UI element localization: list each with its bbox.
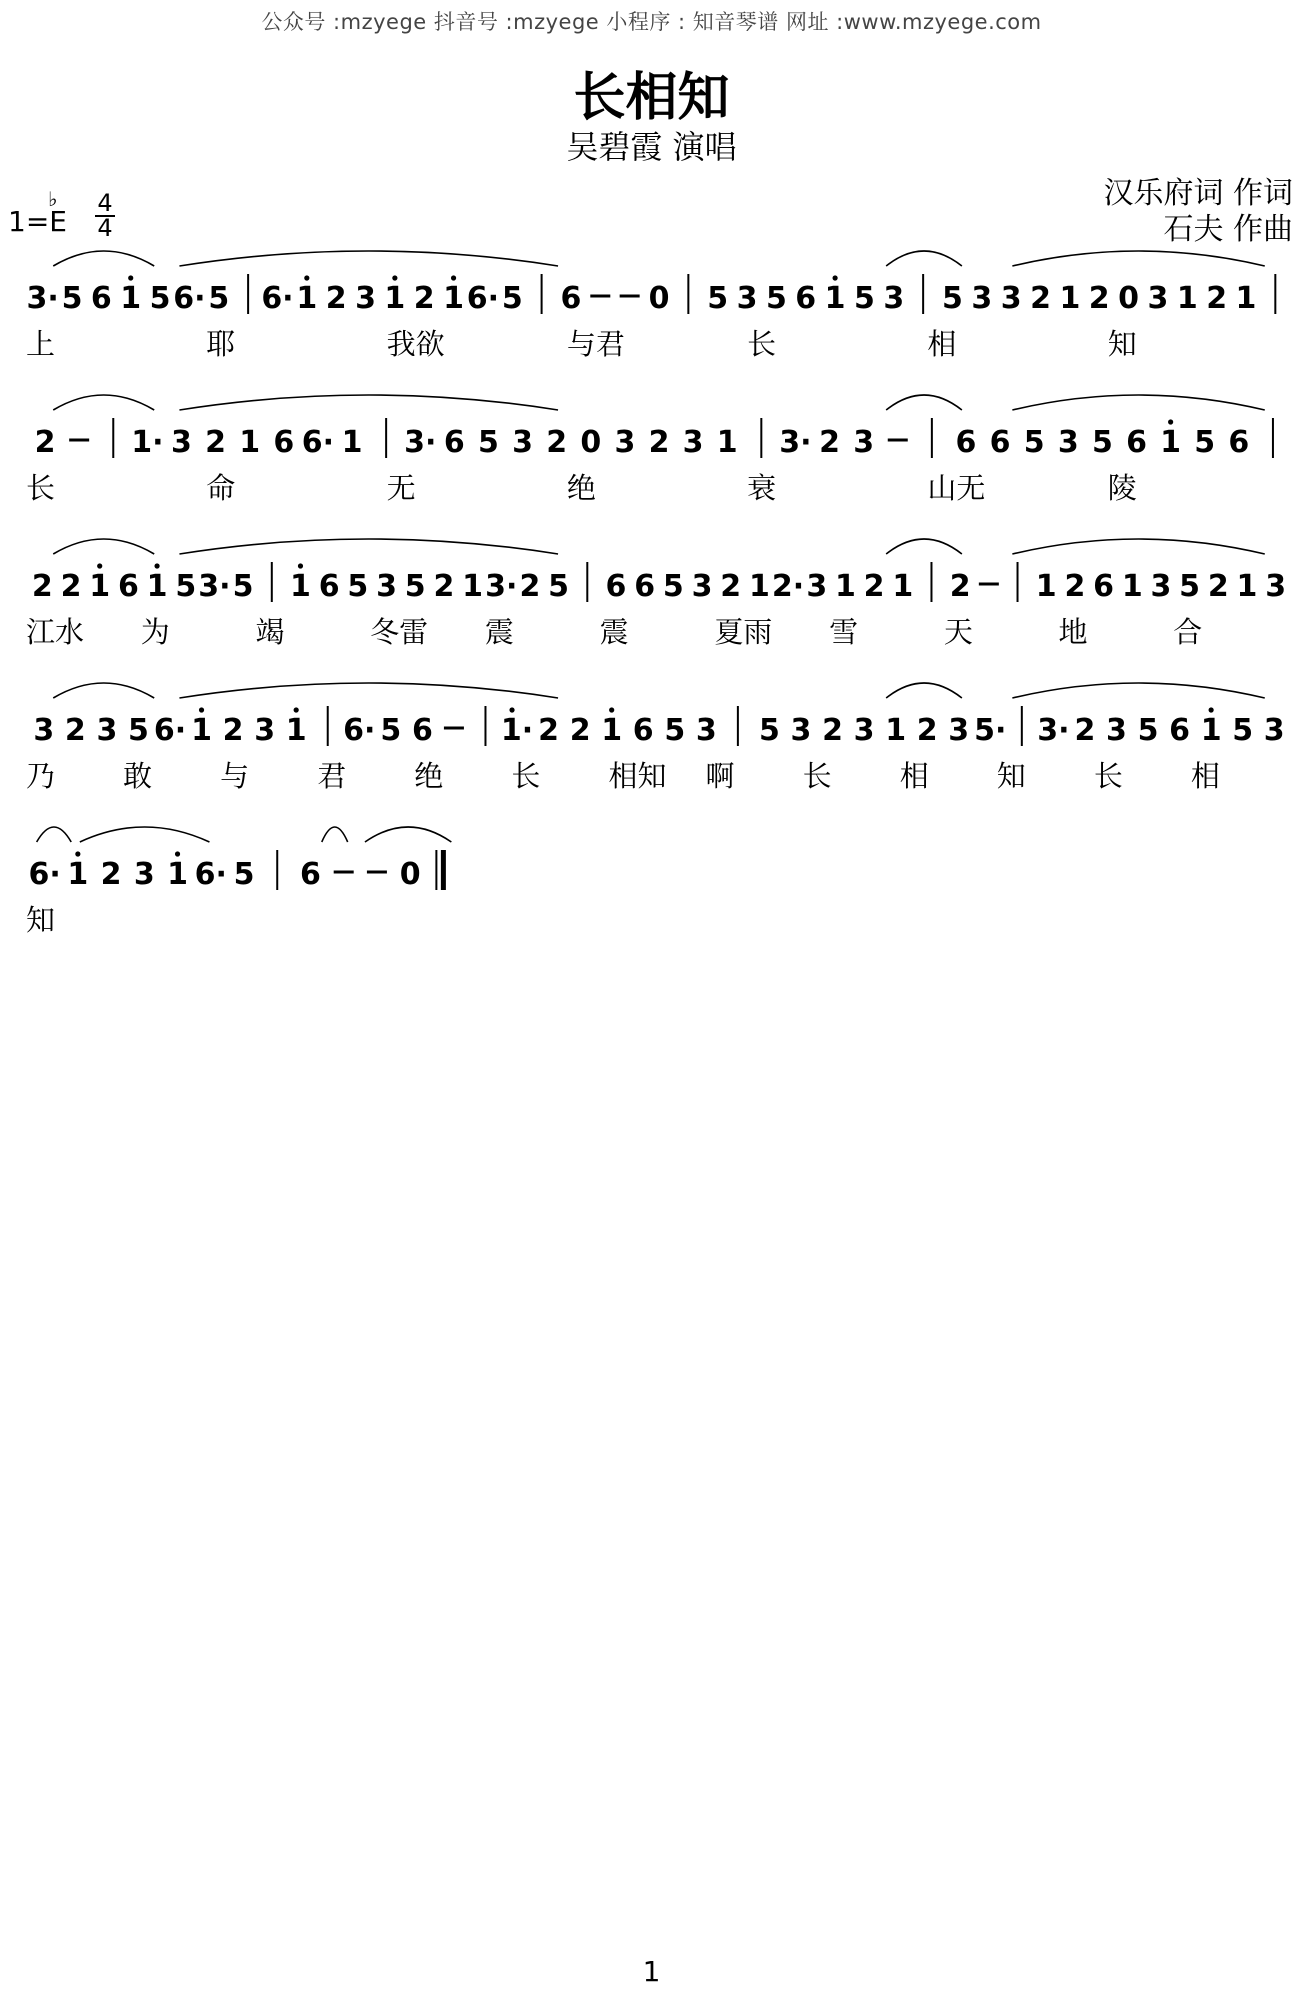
note: 2 [34,425,56,460]
note: 3· [485,569,518,604]
note: 3 [254,713,276,748]
note: 6 [443,425,465,460]
lyric-word: 知 [1107,327,1137,361]
note: 5 [1194,425,1216,460]
lyric-word: 上 [26,327,56,361]
lyric-word: 乃 [26,759,56,793]
slur-arc [886,539,962,554]
lyric-word: 衰 [747,471,777,505]
note: 3 [376,569,397,604]
lyric-word: 与君 [566,327,625,361]
note: 1 [296,281,318,316]
note: 3 [133,857,155,892]
slur-arc [886,683,962,698]
slur-arc [1012,395,1264,410]
note: 2 [413,281,435,316]
note: 2 [519,569,541,604]
slur-arc [179,395,558,410]
note: 1 [716,425,738,460]
lyric-word: 地 [1058,615,1088,649]
slur-arc [53,251,154,266]
note: 1 [1235,281,1257,316]
note: 6· [28,857,61,892]
note: 6 [605,569,627,604]
note: 1 [89,569,111,604]
note: 1 [341,425,363,460]
octave-dot [75,851,80,856]
note: 1 [748,569,770,604]
note: 6 [1126,425,1147,460]
note: 1 [1176,281,1198,316]
lyric-word: 命 [206,471,236,505]
note: 2 [205,425,227,460]
note: 2 [325,281,347,316]
octave-dot [304,275,309,280]
note: 6· [343,713,376,748]
octave-dot [1209,707,1214,712]
note: 5 [1179,569,1201,604]
time-bottom: 4 [97,214,113,242]
note: 6 [1093,569,1115,604]
octave-dot [298,563,303,568]
lyric-word: 绝 [566,471,596,505]
note: 3 [853,713,875,748]
note: 1· [500,713,534,748]
lyric-word: 与 [220,759,250,793]
page-number: 1 [642,1955,661,1988]
note: 2 [916,713,938,748]
flat-sign: ♭ [48,187,58,211]
note: 5 [1091,425,1113,460]
lyric-word: 长 [511,759,541,793]
octave-dot [1168,419,1173,424]
slur-arc [179,539,558,554]
note: 3 [691,569,713,604]
note: 0 [1118,281,1140,316]
note: 6 [634,569,656,604]
note: 1 [892,569,914,604]
lyric-word: 长 [1093,759,1123,793]
note: 1 [167,857,188,892]
time-top: 4 [97,189,113,217]
lyric-word: 长 [26,471,56,505]
note: 3 [614,425,636,460]
slur-arc [1012,539,1264,554]
octave-dot [294,707,299,712]
note: 5 [61,281,83,316]
note: 2 [1207,569,1229,604]
note: 3 [971,281,993,316]
note: 3· [26,281,59,316]
note: 6 [1169,713,1191,748]
note: 3 [1263,713,1285,748]
octave-dot [832,275,837,280]
note: 5 [501,281,523,316]
note: 1 [443,281,464,316]
note: 2 [538,713,560,748]
lyric-word: 长 [747,327,777,361]
note: 1 [601,713,623,748]
note: 6 [560,281,582,316]
note: 5 [175,569,197,604]
note: 3· [404,425,437,460]
note: 6· [261,281,294,316]
note: 6 [989,425,1011,460]
slur-arc [53,395,154,410]
octave-dot [175,851,180,856]
lyricist-credit: 汉乐府词 作词 [1103,176,1293,211]
lyric-word: 竭 [255,615,285,649]
song-title: 长相知 [573,68,730,128]
note: 3 [883,281,905,316]
lyric-word: 陵 [1107,471,1137,505]
note: 1 [239,425,261,460]
note: 2 [1030,281,1051,316]
lyric-word: 长 [802,759,832,793]
lyric-word: 山无 [927,471,986,505]
note: 1 [120,281,142,316]
octave-dot [97,563,102,568]
note: 5 [662,569,684,604]
note: 2 [60,569,82,604]
note: 3 [1150,569,1172,604]
note: 1 [824,281,846,316]
note: 2 [822,713,843,748]
lyric-word: 相知 [608,759,667,793]
lyric-word: 冬雷 [370,615,429,649]
slur-arc [1012,683,1264,698]
note: 1 [67,857,89,892]
note: 2 [222,713,244,748]
lyric-word: 合 [1173,615,1203,649]
note: 2 [433,569,455,604]
note: 2 [1064,569,1086,604]
note: 5 [404,569,426,604]
note: 5 [233,857,255,892]
note: 6 [300,857,321,892]
note: 0 [648,281,670,316]
note: 5 [149,281,171,316]
note: 2 [1088,281,1110,316]
note: 6 [273,425,295,460]
lyric-word: 相 [1190,759,1220,793]
note: 3 [695,713,717,748]
note: 2 [819,425,840,460]
note: 2 [569,713,591,748]
lyric-word: 相 [899,759,929,793]
lyric-word: 耶 [206,327,236,361]
lyric-word: 江水 [26,615,85,649]
note: 5 [1023,425,1045,460]
note: 6 [1228,425,1250,460]
slur-arc [53,683,154,698]
note: 5 [1232,713,1254,748]
score-row [26,251,1275,361]
note: 2 [64,713,86,748]
note: 6 [117,569,139,604]
lyric-word: 天 [943,615,973,649]
note: 1 [1200,713,1222,748]
note: 5 [1137,713,1159,748]
note: 3 [806,569,828,604]
note: 5 [854,281,875,316]
note: 2 [949,569,971,604]
note: 3 [853,425,875,460]
note: 5 [758,713,780,748]
note: 1 [146,569,168,604]
lyric-word: 啊 [705,759,735,793]
watermark-line: 公众号 :mzyege 抖音号 :mzyege 小程序 : 知音琴谱 网址 :www.mzyege.com [261,10,1042,34]
note: 5 [942,281,963,316]
lyric-word: 知 [26,903,56,937]
singer-credit: 吴碧霞 演唱 [566,128,737,166]
note: 2 [546,425,568,460]
lyric-word: 震 [599,615,629,649]
note: 1 [462,569,484,604]
note: 2· [771,569,805,604]
composer-credit: 石夫 作曲 [1163,212,1293,247]
octave-dot [392,275,397,280]
note: 3 [355,281,376,316]
note: 3 [790,713,812,748]
note: 5 [208,281,230,316]
note: 3 [1106,713,1127,748]
note: 6· [301,425,335,460]
note: 5 [127,713,149,748]
note: 1 [384,281,406,316]
note: 1 [834,569,856,604]
lyric-word: 为 [140,615,170,649]
note: 6· [466,281,500,316]
note: 5 [707,281,729,316]
note: 3 [682,425,704,460]
note: 3 [1147,281,1169,316]
note: 2 [1074,713,1096,748]
lyric-word: 雪 [829,615,859,649]
note: 1· [131,425,164,460]
note: 5 [548,569,570,604]
note: 3 [1265,569,1287,604]
note: 1 [1035,569,1057,604]
note: 5 [664,713,686,748]
note: 3 [736,281,758,316]
note: 6 [411,713,433,748]
octave-dot [509,707,514,712]
lyric-word: 知 [996,759,1026,793]
lyric-word: 无 [386,471,416,505]
lyric-word: 君 [317,759,347,793]
note: 5 [347,569,369,604]
lyric-word: 我欲 [386,327,445,361]
note: 1 [885,713,907,748]
note: 3 [1000,281,1022,316]
note: 1 [1236,569,1258,604]
note: 3 [96,713,118,748]
octave-dot [154,563,159,568]
note: 5 [765,281,787,316]
slur-arc [179,683,558,698]
note: 5· [974,713,1007,748]
note: 6 [90,281,112,316]
note: 2 [1206,281,1228,316]
note: 6 [795,281,817,316]
octave-dot [451,275,456,280]
slur-arc [37,827,72,842]
key-text: 1=E [8,205,67,238]
score-row [26,395,1273,505]
note: 3 [1057,425,1079,460]
slur-arc [80,827,210,842]
slur-arc [322,827,348,842]
score-row [26,827,451,937]
slur-arc [886,251,962,266]
note: 6 [318,569,340,604]
octave-dot [609,707,614,712]
note: 2 [720,569,742,604]
score-row [26,683,1285,793]
lyric-word: 相 [927,327,957,361]
note: 1 [1121,569,1143,604]
lyric-word: 绝 [414,759,444,793]
note: 2 [31,569,53,604]
note: 2 [863,569,885,604]
lyric-word: 夏雨 [714,615,773,649]
note: 1 [1059,281,1081,316]
note: 1 [1160,425,1182,460]
note: 3 [171,425,192,460]
note: 2 [648,425,670,460]
note: 3· [198,569,231,604]
note: 3· [1037,713,1070,748]
note: 3 [512,425,534,460]
slur-arc [53,539,154,554]
note: 2 [100,857,122,892]
slur-arc [886,395,962,410]
lyric-word: 震 [484,615,514,649]
note: 6 [955,425,977,460]
note: 1 [191,713,212,748]
note: 6· [173,281,206,316]
note: 0 [580,425,602,460]
note: 6· [153,713,187,748]
note: 6· [194,857,227,892]
note: 5 [478,425,499,460]
note: 3 [33,713,55,748]
note: 3· [779,425,812,460]
note: 5 [380,713,402,748]
note: 1 [285,713,307,748]
octave-dot [128,275,133,280]
note: 0 [399,857,421,892]
slur-arc [365,827,451,842]
octave-dot [199,707,204,712]
slur-arc [1012,251,1264,266]
lyric-word: 敢 [123,759,153,793]
note: 5 [232,569,254,604]
score-row [26,539,1286,649]
note: 6 [632,713,654,748]
note: 1 [290,569,311,604]
slur-arc [179,251,558,266]
note: 3 [948,713,970,748]
